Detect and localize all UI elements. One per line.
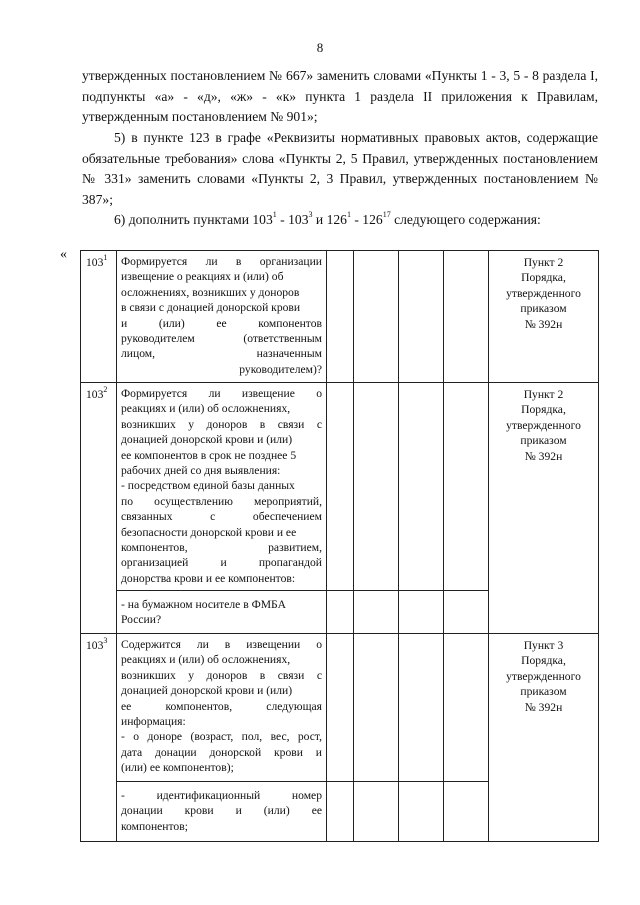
para-text: 6) дополнить пунктами 103 [114, 212, 273, 227]
answer-cell [354, 251, 399, 383]
row-number: $103^3$ [81, 634, 117, 842]
para-text: и 126 [312, 212, 347, 227]
answer-cell [327, 251, 354, 383]
superscript: 17 [382, 210, 391, 220]
answer-cell [327, 782, 354, 842]
question-cell: Формируется ли извещение о реакциях и (или) об осложнениях, возникших у доноров в связи с донацией донорской крови и (или) ее компонентов в срок не позднее 5 рабочих дней со дня выявления: - посредством единой базы данных по осуществлению мероприятий, связанных с обеспечением безопасности донорской крови и ее компонентов, развитием, организацией и пропагандой донорства крови и ее компонентов: [117, 383, 327, 591]
requirements-table [80, 250, 599, 842]
question-cell: - идентификационный номер донации крови и (или) ее компонентов; [117, 782, 327, 842]
answer-cell [444, 634, 489, 782]
answer-cell [444, 251, 489, 383]
answer-cell [354, 782, 399, 842]
paragraph-continuation: утвержденных постановлением № 667» заменить словами «Пункты 1 - 3, 5 - 8 раздела I, подпункты «а» - «д», «ж» - «к» пункта 1 раздела II приложения к Правилам, утвержденным постановлением № 901»; [82, 68, 598, 124]
superscript: 1 [272, 210, 277, 220]
answer-cell [354, 634, 399, 782]
answer-cell [399, 634, 444, 782]
answer-cell [444, 591, 489, 634]
superscript: 3 [308, 210, 313, 220]
answer-cell [444, 383, 489, 591]
paragraph-item-6 [82, 210, 598, 231]
reference-cell: Пункт 3 Порядка, утвержденного приказом № 392н [489, 634, 599, 842]
answer-cell [399, 251, 444, 383]
row-number: $103^2$ [81, 383, 117, 634]
table-row [81, 251, 599, 383]
table-row [81, 634, 599, 782]
row-number: $103^1$ [81, 251, 117, 383]
superscript: 1 [346, 210, 351, 220]
answer-cell [399, 782, 444, 842]
reference-cell: Пункт 2 Порядка, утвержденного приказом № 392н [489, 383, 599, 634]
reference-cell: Пункт 2 Порядка, утвержденного приказом № 392н [489, 251, 599, 383]
answer-cell [444, 782, 489, 842]
answer-cell [354, 383, 399, 591]
answer-cell [354, 591, 399, 634]
answer-cell [327, 591, 354, 634]
answer-cell [399, 591, 444, 634]
question-cell: - на бумажном носителе в ФМБА России? [117, 591, 327, 634]
answer-cell [399, 383, 444, 591]
question-cell: Содержится ли в извещении о реакциях и (или) об осложнениях, возникших у доноров в связи с донацией донорской крови и (или) ее компонентов, следующая информация: - о доноре (возраст, пол, вес, рост, дата донации донорской крови и (или) ее компонентов); [117, 634, 327, 782]
table-row [81, 383, 599, 591]
para-text: следующего содержания: [390, 212, 541, 227]
answer-cell [327, 383, 354, 591]
answer-cell [327, 634, 354, 782]
question-cell: Формируется ли в организации извещение о реакциях и (или) об осложнениях, возникших у доноров в связи с донацией донорской крови и (или) ее компонентов руководителем (ответственным лицом, назначенным руководителем)? [117, 251, 327, 383]
para-text: - 126 [350, 212, 383, 227]
paragraph-item-5: 5) в пункте 123 в графе «Реквизиты нормативных правовых актов, содержащие обязательные требования» слова «Пункты 2, 5 Правил, утвержденных постановлением № 331» заменить словами «Пункты 2, 3 Правил, утвержденных постановлением № 387»; [82, 130, 598, 207]
page-number: 8 [316, 40, 324, 55]
opening-quote: « [60, 247, 67, 262]
para-text: - 103 [276, 212, 309, 227]
